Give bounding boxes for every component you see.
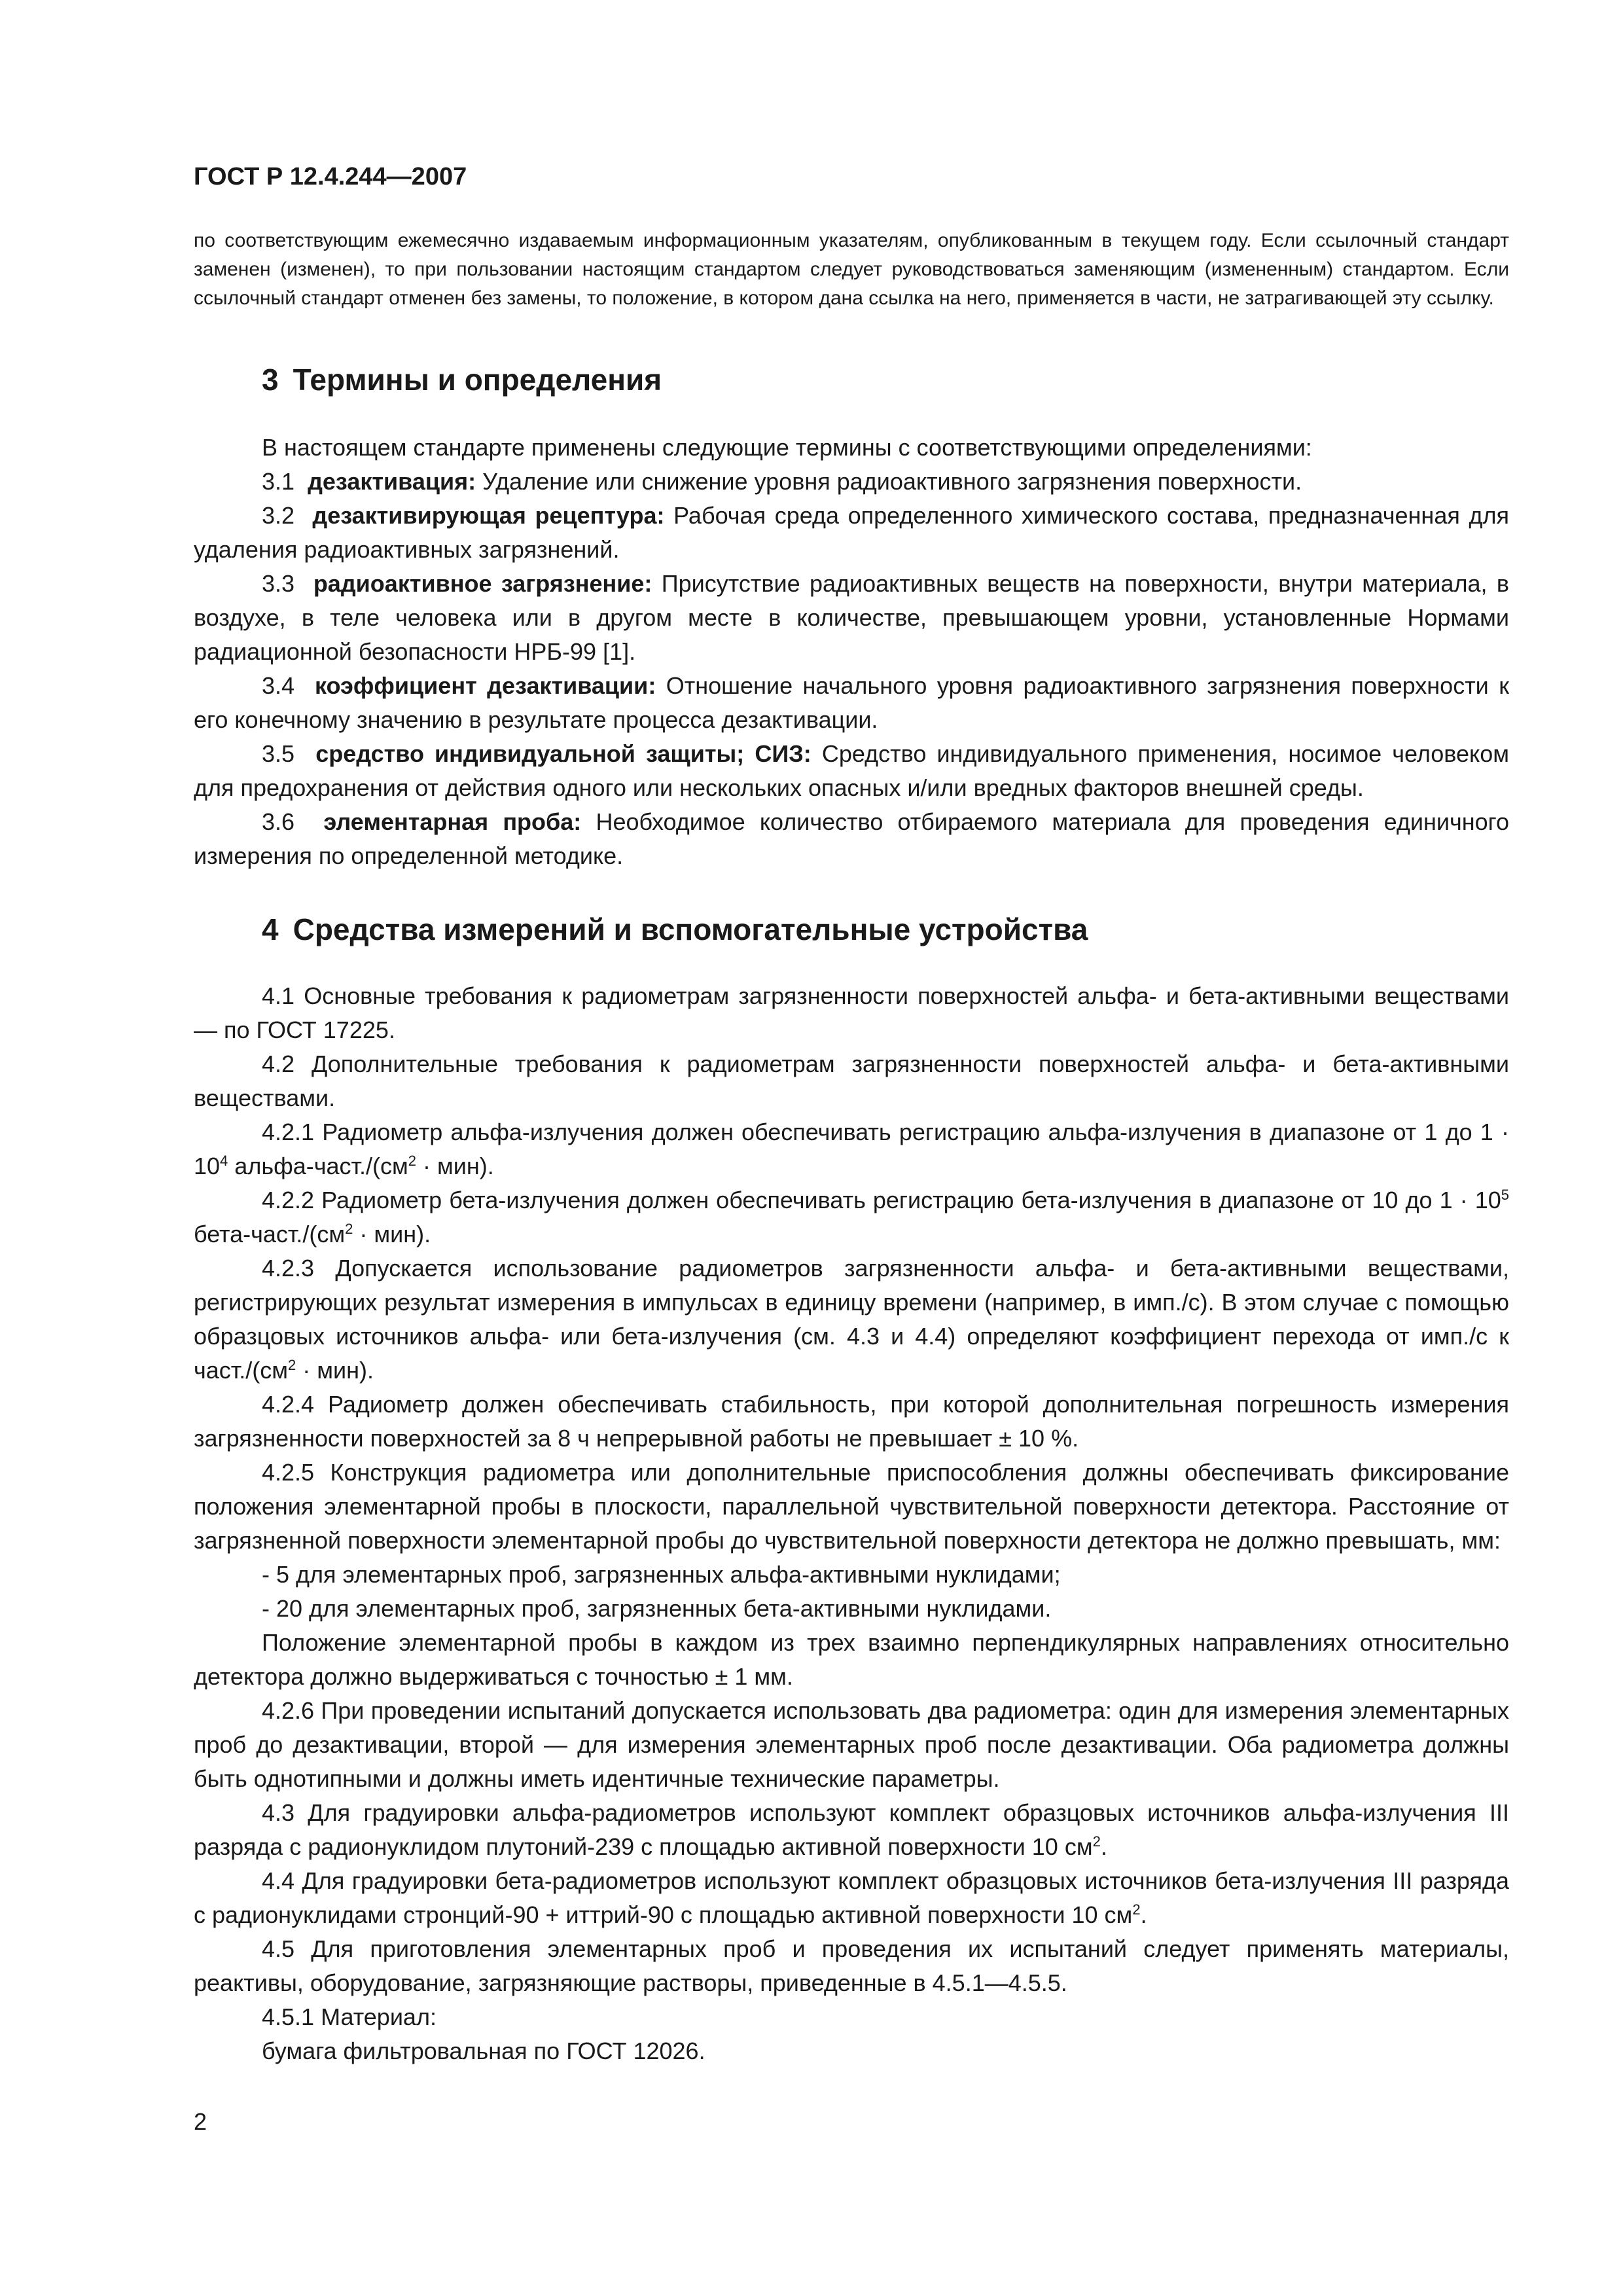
term-number: 3.4 [262,672,295,699]
term-3-3 [194,567,1509,669]
paragraph-4-4: 4.4 Для градуировки бета-радиометров используют комплект образцовых источников бета-излучения III разряда с радионуклидами стронций-90 + иттрий-90 с площадью активной поверхности 10 $см^2$. [194,1867,1509,1928]
term-number: 3.3 [262,570,295,597]
term-name: дезактивация: [308,468,476,495]
section-3-heading [194,360,1509,399]
term-number: 3.2 [262,502,295,529]
paragraph-4-1: 4.1 Основные требования к радиометрам загрязненности поверхностей альфа- и бета-активными веществами — по ГОСТ 17225. [194,982,1509,1043]
term-definition: Средство индивидуального применения, носимое человеком для предохранения от действия одного или нескольких опасных и/или вредных факторов внешней среды. [194,740,1509,801]
paragraph-4-2-1: 4.2.1 Радиометр альфа-излучения должен обеспечивать регистрацию альфа-излучения в диапазоне от 1 до $1 \cdot 10^4$ альфа-$част./(см^2 \cdot мин)$. [194,1119,1509,1179]
list-item-alpha: - 5 для элементарных проб, загрязненных альфа-активными нуклидами; [262,1561,1061,1588]
paragraph-4-5-1: 4.5.1 Материал: [262,2003,437,2030]
paragraph-4-2-4: 4.2.4 Радиометр должен обеспечивать стабильность, при которой дополнительная погрешность измерения загрязненности поверхностей за 8 ч непрерывной работы не превышает ± 10 %. [194,1391,1509,1452]
section-3-number: 3 [262,363,279,397]
term-number: 3.5 [262,740,295,767]
section-4-number: 4 [262,912,279,946]
term-3-4 [194,669,1509,737]
page-content [194,226,1509,2068]
paragraph-4-2-3: 4.2.3 Допускается использование радиометров загрязненности альфа- и бета-активными веществами, регистрирующих результат измерения в импульсах в единицу времени (например, в имп./с). В этом случае с помощью образцовых источников альфа- или бета-излучения (см. 4.3 и 4.4) определяют коэффициент перехода от имп./с к $част./(см^2 \cdot мин)$. [194,1255,1509,1384]
section-4-title: Средства измерений и вспомогательные устройства [293,912,1088,946]
paragraph-4-5: 4.5 Для приготовления элементарных проб и проведения их испытаний следует применять материалы, реактивы, оборудование, загрязняющие растворы, приведенные в 4.5.1—4.5.5. [194,1935,1509,1996]
term-name: средство индивидуальной защиты; СИЗ: [315,740,812,767]
paragraph-4-2-6: 4.2.6 При проведении испытаний допускается использовать два радиометра: один для измерения элементарных проб до дезактивации, второй — для измерения элементарных проб после дезактивации. Оба радиометра должны быть однотипными и должны иметь идентичные технические параметры. [194,1697,1509,1792]
term-definition: Отношение начального уровня радиоактивного загрязнения поверхности к его конечному значению в результате процесса дезактивации. [194,672,1509,733]
paragraph-4-2-2: 4.2.2 Радиометр бета-излучения должен обеспечивать регистрацию бета-излучения в диапазоне от 10 до $1 \cdot 10^5$ бета-$част./(см^2 \cdot мин)$. [194,1187,1509,1247]
section-3-title: Термины и определения [293,363,662,397]
term-3-6 [194,805,1509,873]
paragraph-position: Положение элементарной пробы в каждом из трех взаимно перпендикулярных направлениях относительно детектора должно выдерживаться с точностью ± 1 мм. [194,1629,1509,1690]
paragraph-4-3: 4.3 Для градуировки альфа-радиометров используют комплект образцовых источников альфа-излучения III разряда с радионуклидом плутоний-239 с площадью активной поверхности 10 $см^2$. [194,1799,1509,1860]
term-name: дезактивирующая рецептура: [312,502,665,529]
term-name: коэффициент дезактивации: [314,672,656,699]
term-3-1 [194,465,1509,499]
term-3-5 [194,737,1509,805]
document-header: ГОСТ Р 12.4.244—2007 [194,163,467,190]
paragraph-4-2-5: 4.2.5 Конструкция радиометра или дополнительные приспособления должны обеспечивать фиксирование положения элементарной пробы в плоскости, параллельной чувствительной поверхности детектора. Расстояние от загрязненной поверхности элементарной пробы до чувствительной поверхности детектора не должно превышать, мм: [194,1459,1509,1554]
list-item-beta: - 20 для элементарных проб, загрязненных бета-активными нуклидами. [262,1595,1052,1622]
term-definition: Рабочая среда определенного химического состава, предназначенная для удаления радиоактивных загрязнений. [194,502,1509,563]
term-definition: Необходимое количество отбираемого материала для проведения единичного измерения по определенной методике. [194,808,1509,869]
term-definition: Удаление или снижение уровня радиоактивного загрязнения поверхности. [482,468,1302,495]
paragraph-4-2: 4.2 Дополнительные требования к радиометрам загрязненности поверхностей альфа- и бета-активными веществами. [194,1050,1509,1111]
paragraph-filter-paper: бумага фильтровальная по ГОСТ 12026. [262,2037,705,2064]
term-3-2 [194,499,1509,567]
section-4-heading [194,910,1509,949]
term-number: 3.1 [262,468,295,495]
term-name: элементарная проба: [323,808,582,835]
intro-paragraph: по соответствующим ежемесячно издаваемым информационным указателям, опубликованным в текущем году. Если ссылочный стандарт заменен (изменен), то при пользовании настоящим стандартом следует руководствоваться заменяющим (измененным) стандартом. Если ссылочный стандарт отменен без замены, то положение, в котором дана ссылка на него, применяется в части, не затрагивающей эту ссылку. [194,230,1509,309]
page-number: 2 [194,2108,207,2135]
term-definition: Присутствие радиоактивных веществ на поверхности, внутри материала, в воздухе, в теле человека или в другом месте в количестве, превышающем уровни, установленные Нормами радиационной безопасности НРБ-99 [1]. [194,570,1509,665]
term-number: 3.6 [262,808,295,835]
section-3-lead: В настоящем стандарте применены следующие термины с соответствующими определениями: [262,434,1312,461]
term-name: радиоактивное загрязнение: [313,570,652,597]
